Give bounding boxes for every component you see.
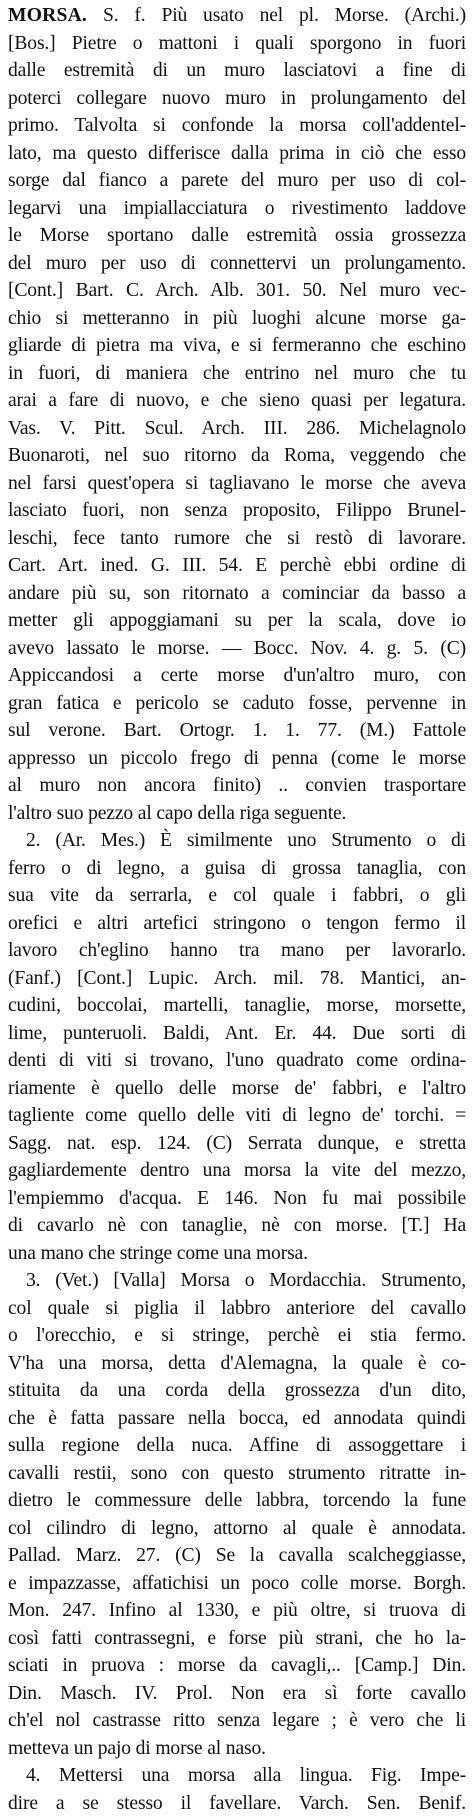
- text-line: avevo lassato le morse. — Bocc. Nov. 4. g. 5. (C): [8, 635, 466, 663]
- text-line: V'ha una morsa, detta d'Alemagna, la quale è co-: [8, 1350, 466, 1378]
- text-line: Appiccandosi a certe morse d'un'altro muro, con: [8, 662, 466, 690]
- text-line: Vas. V. Pitt. Scul. Arch. III. 286. Michelagnolo: [8, 415, 466, 443]
- text-line: denti di viti si trovano, l'uno quadrato come ordina-: [8, 1047, 466, 1075]
- text-line: l'empiemmo d'acqua. E 146. Non fu mai possibile: [8, 1185, 466, 1213]
- text-line: cavalli restii, sono con questo strumento ritratte in-: [8, 1460, 466, 1488]
- text-line: [Cont.] Bart. C. Arch. Alb. 301. 50. Nel muro vec-: [8, 277, 466, 305]
- headword: MORSA.: [8, 5, 87, 26]
- text-line: sorge dal fianco a parete del muro per uso di col-: [8, 167, 466, 195]
- text-line: in fuori, di maniera che entrino nel muro che tu: [8, 360, 466, 388]
- text-line: MORSA. S. f. Più usato nel pl. Morse. (Archi.): [8, 2, 466, 30]
- text-line: col cilindro di legno, attorno al quale è annodata.: [8, 1515, 466, 1543]
- text-line: lavoro ch'eglino hanno tra mano per lavorarlo.: [8, 937, 466, 965]
- text-line: lasciato fuori, non senza proposito, Filippo Brunel-: [8, 497, 466, 525]
- text-line: così fatti contrassegni, e forse più strani, che ho la-: [8, 1625, 466, 1653]
- text-line: tagliente come quello delle viti di legno de' torchi. =: [8, 1102, 466, 1130]
- text-line: le Morse sportano dalle estremità ossia grossezza: [8, 222, 466, 250]
- text-line: col quale si piglia il labbro anteriore del cavallo: [8, 1295, 466, 1323]
- text-line: ferro o di legno, a guisa di grossa tanaglia, con: [8, 855, 466, 883]
- text-line: primo. Talvolta si confonde la morsa coll'addentel-: [8, 112, 466, 140]
- text-line: Pallad. Marz. 27. (C) Se la cavalla scalcheggiasse,: [8, 1542, 466, 1570]
- text-line: dalle estremità di un muro lasciatovi a fine di: [8, 57, 466, 85]
- text-line: andare più su, son ritornato a cominciar da basso a: [8, 580, 466, 608]
- text-line: Mon. 247. Infino al 1330, e più oltre, si truova di: [8, 1597, 466, 1625]
- text-line: dietro le commessure delle labbra, torcendo la fune: [8, 1487, 466, 1515]
- text-line: [Bos.] Pietre o mattoni i quali sporgono in fuori: [8, 30, 466, 58]
- text-line: lime, punteruoli. Baldi, Ant. Er. 44. Due sorti di: [8, 1020, 466, 1048]
- text-line: 2. (Ar. Mes.) È similmente uno Strumento o di: [8, 827, 466, 855]
- text-line: di cavarlo nè con tanaglie, nè con morse. [T.] Ha: [8, 1212, 466, 1240]
- text-line: ch'el nol castrasse ritto senza legare ; è vero che li: [8, 1707, 466, 1735]
- text-line: al muro non ancora finito) .. convien trasportare: [8, 772, 466, 800]
- text-line: gliarde di pietra ma viva, e si fermeranno che eschino: [8, 332, 466, 360]
- text-line: lato, ma questo differisce dalla prima in ciò che esso: [8, 140, 466, 168]
- text-line: appresso un piccolo frego di penna (come le morse: [8, 745, 466, 773]
- text-line: sciati in pruova : morse da cavagli,.. [Camp.] Din.: [8, 1652, 466, 1680]
- text-line: 4. Mettersi una morsa alla lingua. Fig. Impe-: [8, 1762, 466, 1790]
- text-line: e impazzasse, affatichisi un poco colle morse. Borgh.: [8, 1570, 466, 1598]
- text-line: metter gli appoggiamani su per la scala, dove io: [8, 607, 466, 635]
- text-line: arai a fare di nuovo, e che sieno quasi per legatura.: [8, 387, 466, 415]
- text-line: metteva un pajo di morse al naso.: [8, 1735, 466, 1763]
- text-line: sulla regione della nuca. Affine di assoggettare i: [8, 1432, 466, 1460]
- text-line: sua vite da serrarla, e col quale i fabbri, o gli: [8, 882, 466, 910]
- text-line: l'altro suo pezzo al capo della riga seguente.: [8, 800, 466, 828]
- text-line: 3. (Vet.) [Valla] Morsa o Mordacchia. Strumento,: [8, 1267, 466, 1295]
- text-line: una mano che stringe come una morsa.: [8, 1240, 466, 1268]
- text-line: che è fatta passare nella bocca, ed annodata quindi: [8, 1405, 466, 1433]
- text-line: Cart. Art. ined. G. III. 54. E perchè ebbi ordine di: [8, 552, 466, 580]
- text-line: riamente è quello delle morse de' fabbri, e l'altro: [8, 1075, 466, 1103]
- text-line: legarvi una impiallacciatura o rivestimento laddove: [8, 195, 466, 223]
- text-line: cudini, boccolai, martelli, tanaglie, morse, morsette,: [8, 992, 466, 1020]
- text-line: (Fanf.) [Cont.] Lupic. Arch. mil. 78. Mantici, an-: [8, 965, 466, 993]
- text-line: nel farsi quest'opera si tagliavano le morse che aveva: [8, 470, 466, 498]
- text-line: del muro per uso di connettervi un prolungamento.: [8, 250, 466, 278]
- text-line: gagliardemente dentro una morsa la vite del mezzo,: [8, 1157, 466, 1185]
- text-line: gran fatica e pericolo se caduto fosse, pervenne in: [8, 690, 466, 718]
- text-line: stituita da una corda della grossezza d'un dito,: [8, 1377, 466, 1405]
- text-line: Buonaroti, nel suo ritorno da Roma, veggendo che: [8, 442, 466, 470]
- text-line: Sagg. nat. esp. 124. (C) Serrata dunque, e stretta: [8, 1130, 466, 1158]
- text-line: chio si metteranno in più luoghi alcune morse ga-: [8, 305, 466, 333]
- text-line: leschi, fece tanto rumore che si restò di lavorare.: [8, 525, 466, 553]
- text-line: poterci collegare nuovo muro in prolungamento del: [8, 85, 466, 113]
- text-line: o l'orecchio, e si stringe, perchè ei stia fermo.: [8, 1322, 466, 1350]
- text-line: orefici e altri artefici stringono o tengon fermo il: [8, 910, 466, 938]
- text-line: sul verone. Bart. Ortogr. 1. 1. 77. (M.) Fattole: [8, 717, 466, 745]
- text-line: dire a se stesso il favellare. Varch. Sen. Benif.: [8, 1790, 466, 1817]
- text-line: Din. Masch. IV. Prol. Non era sì forte cavallo: [8, 1680, 466, 1708]
